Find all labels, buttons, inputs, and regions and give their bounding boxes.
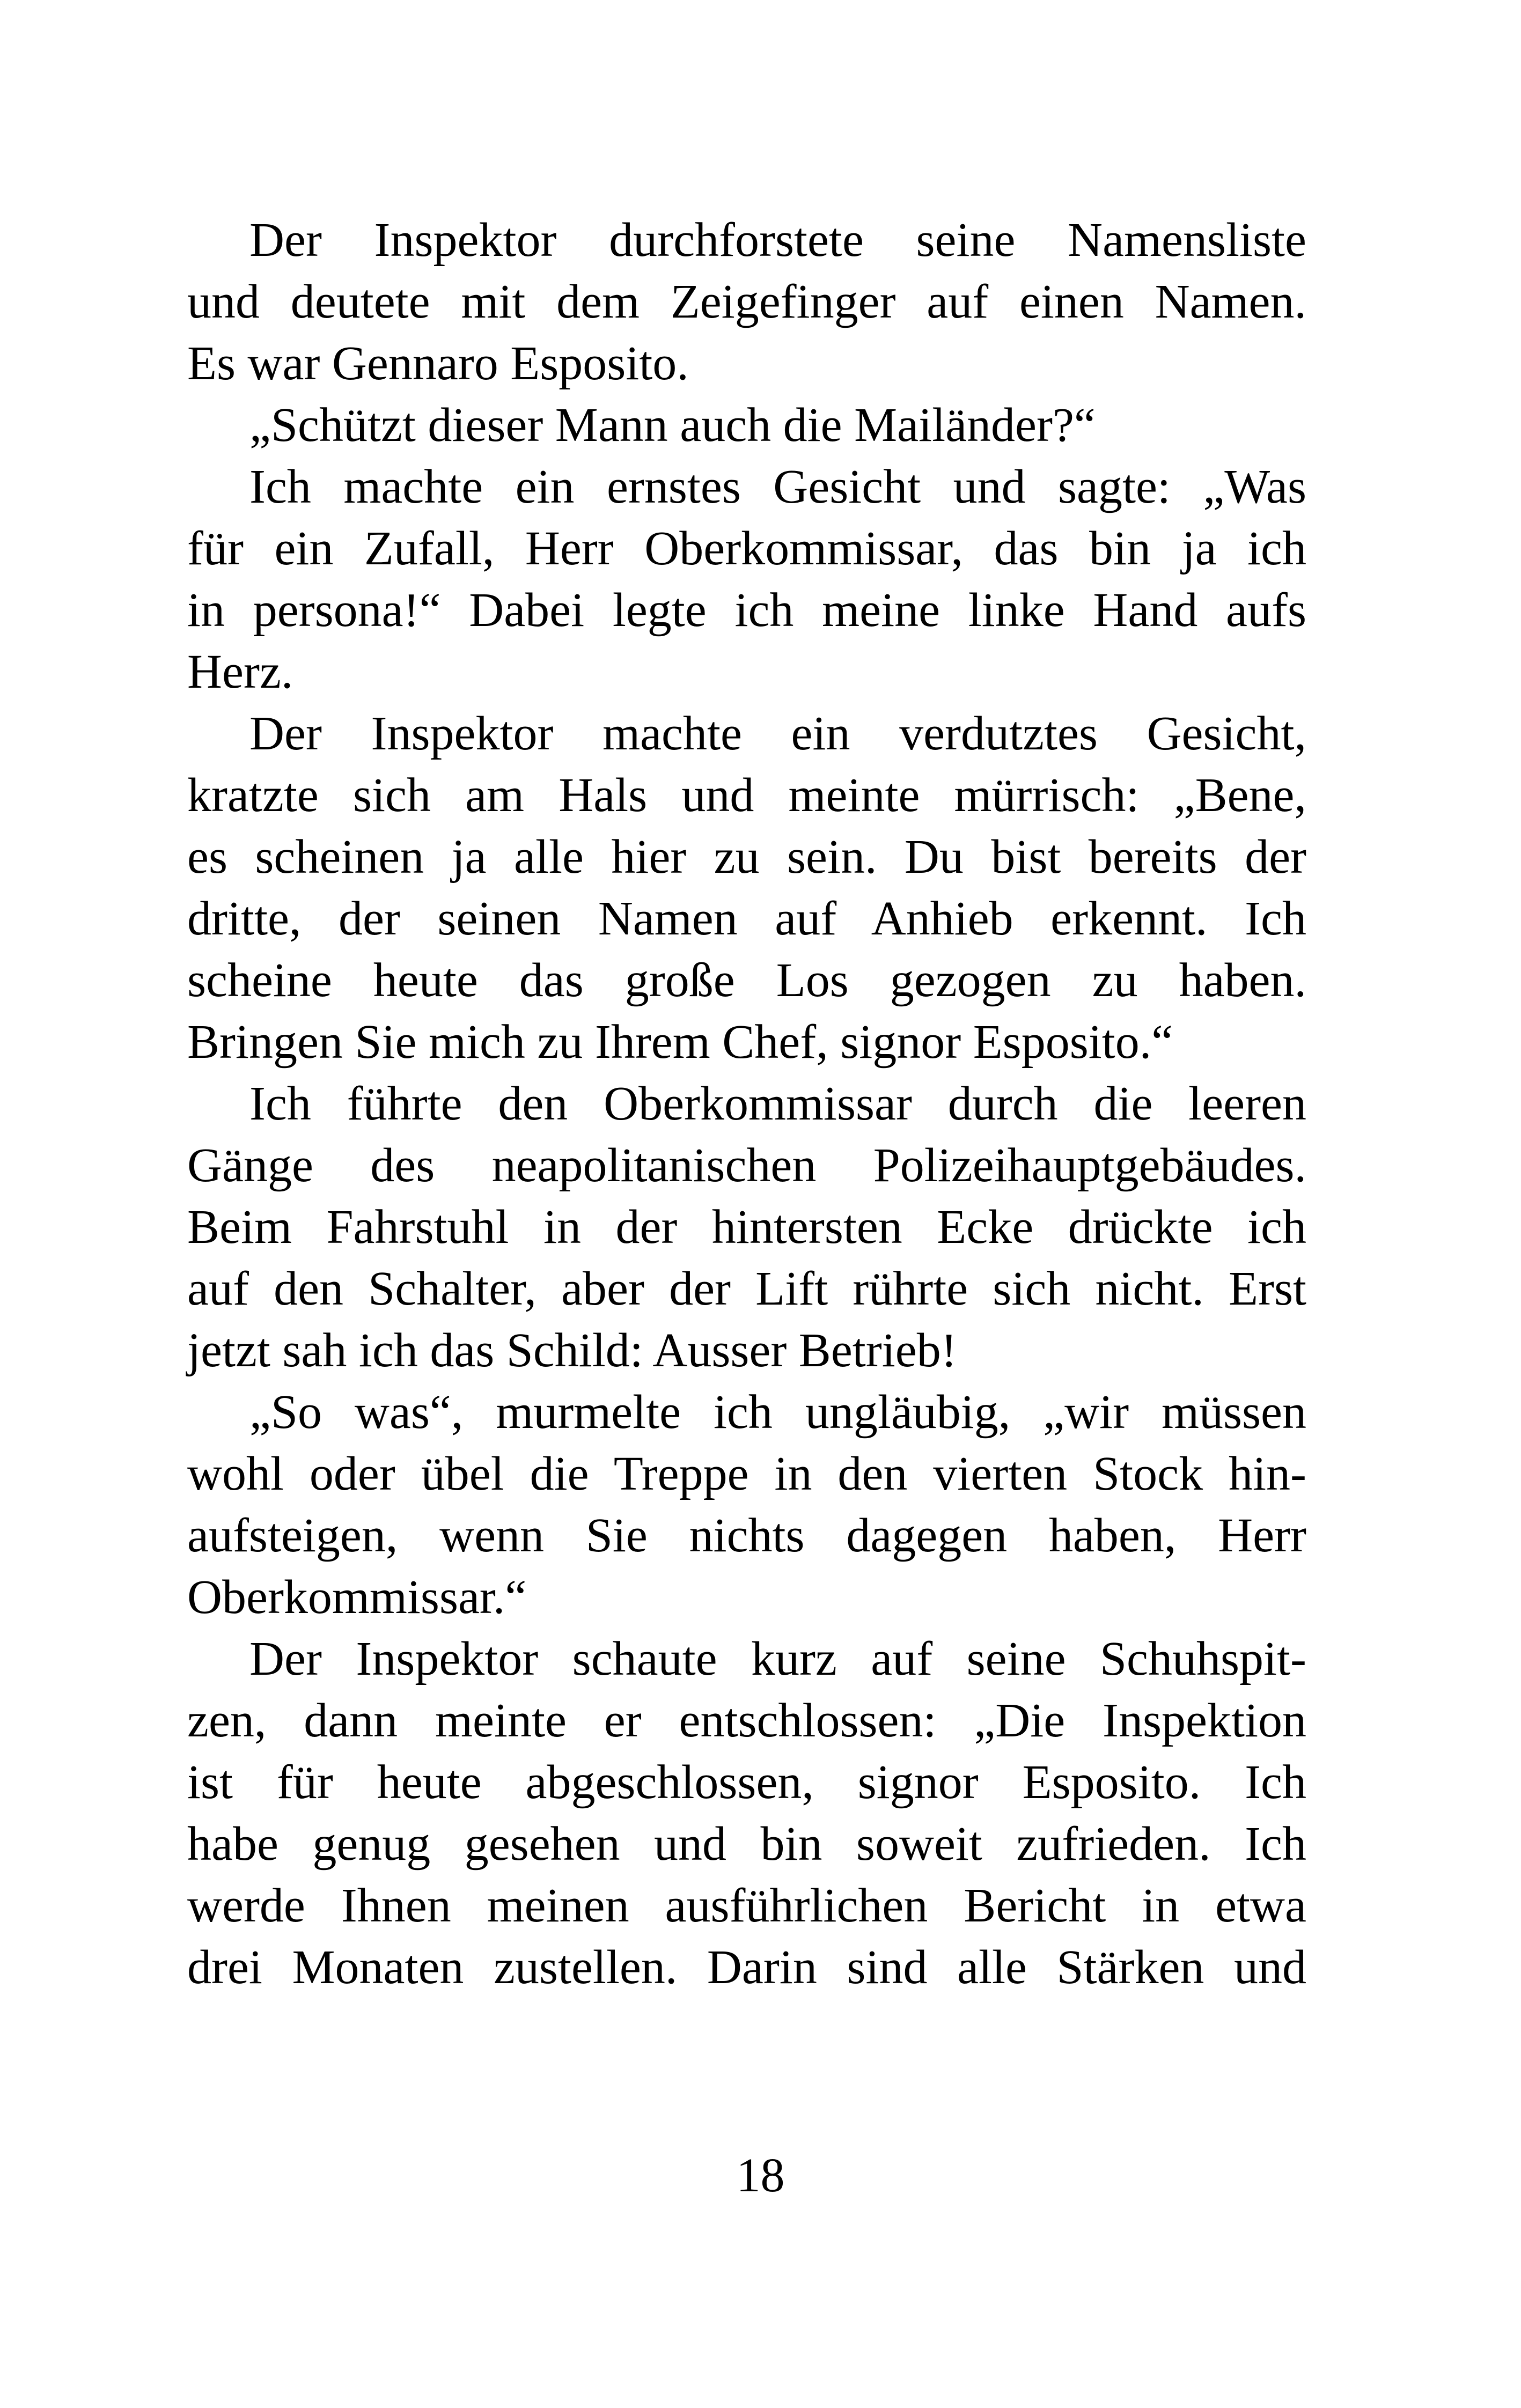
text-line: kratzte sich am Hals und meinte mürrisch: „Bene, xyxy=(187,769,1306,822)
text-line: Oberkommissar.“ xyxy=(187,1571,527,1624)
text-line: ist für heute abgeschlossen, signor Esposito. Ich xyxy=(187,1756,1306,1809)
text-line: Beim Fahrstuhl in der hintersten Ecke drückte ich xyxy=(187,1201,1306,1254)
text-line: Herz. xyxy=(187,645,293,698)
text-line: Der Inspektor durchforstete seine Namensliste xyxy=(249,213,1306,267)
text-line: drei Monaten zustellen. Darin sind alle Stärken und xyxy=(187,1941,1306,1994)
text-line: „Schützt dieser Mann auch die Mailänder?“ xyxy=(249,399,1096,452)
text-line: in persona!“ Dabei legte ich meine linke Hand aufs xyxy=(187,584,1306,637)
text-line: es scheinen ja alle hier zu sein. Du bist bereits der xyxy=(187,830,1306,883)
text-line: auf den Schalter, aber der Lift rührte sich nicht. Erst xyxy=(187,1262,1306,1315)
body-text xyxy=(187,209,1306,1998)
text-line: habe genug gesehen und bin soweit zufrieden. Ich xyxy=(187,1817,1306,1871)
text-line: Der Inspektor schaute kurz auf seine Schuhspit- xyxy=(249,1632,1306,1685)
text-line: für ein Zufall, Herr Oberkommissar, das bin ja ich xyxy=(187,522,1306,575)
text-line: Es war Gennaro Esposito. xyxy=(187,337,689,390)
text-line: Bringen Sie mich zu Ihrem Chef, signor Esposito.“ xyxy=(187,1015,1173,1069)
text-line: „So was“, murmelte ich ungläubig, „wir müssen xyxy=(249,1386,1306,1439)
text-line: zen, dann meinte er entschlossen: „Die Inspektion xyxy=(187,1694,1306,1747)
text-line: Der Inspektor machte ein verdutztes Gesicht, xyxy=(249,707,1306,760)
text-line: dritte, der seinen Namen auf Anhieb erkennt. Ich xyxy=(187,892,1306,945)
text-line: Ich machte ein ernstes Gesicht und sagte: „Was xyxy=(249,460,1306,513)
text-line: aufsteigen, wenn Sie nichts dagegen haben, Herr xyxy=(187,1509,1306,1562)
text-line: scheine heute das große Los gezogen zu haben. xyxy=(187,954,1306,1007)
text-line: und deutete mit dem Zeigefinger auf einen Namen. xyxy=(187,275,1306,328)
text-line: Gänge des neapolitanischen Polizeihauptgebäudes. xyxy=(187,1139,1306,1192)
text-line: wohl oder übel die Treppe in den vierten Stock hin- xyxy=(187,1447,1306,1500)
text-line: werde Ihnen meinen ausführlichen Bericht in etwa xyxy=(187,1879,1306,1932)
text-line: Ich führte den Oberkommissar durch die leeren xyxy=(249,1077,1306,1130)
text-line: jetzt sah ich das Schild: Ausser Betrieb! xyxy=(187,1324,957,1377)
page-number: 18 xyxy=(736,2149,785,2202)
